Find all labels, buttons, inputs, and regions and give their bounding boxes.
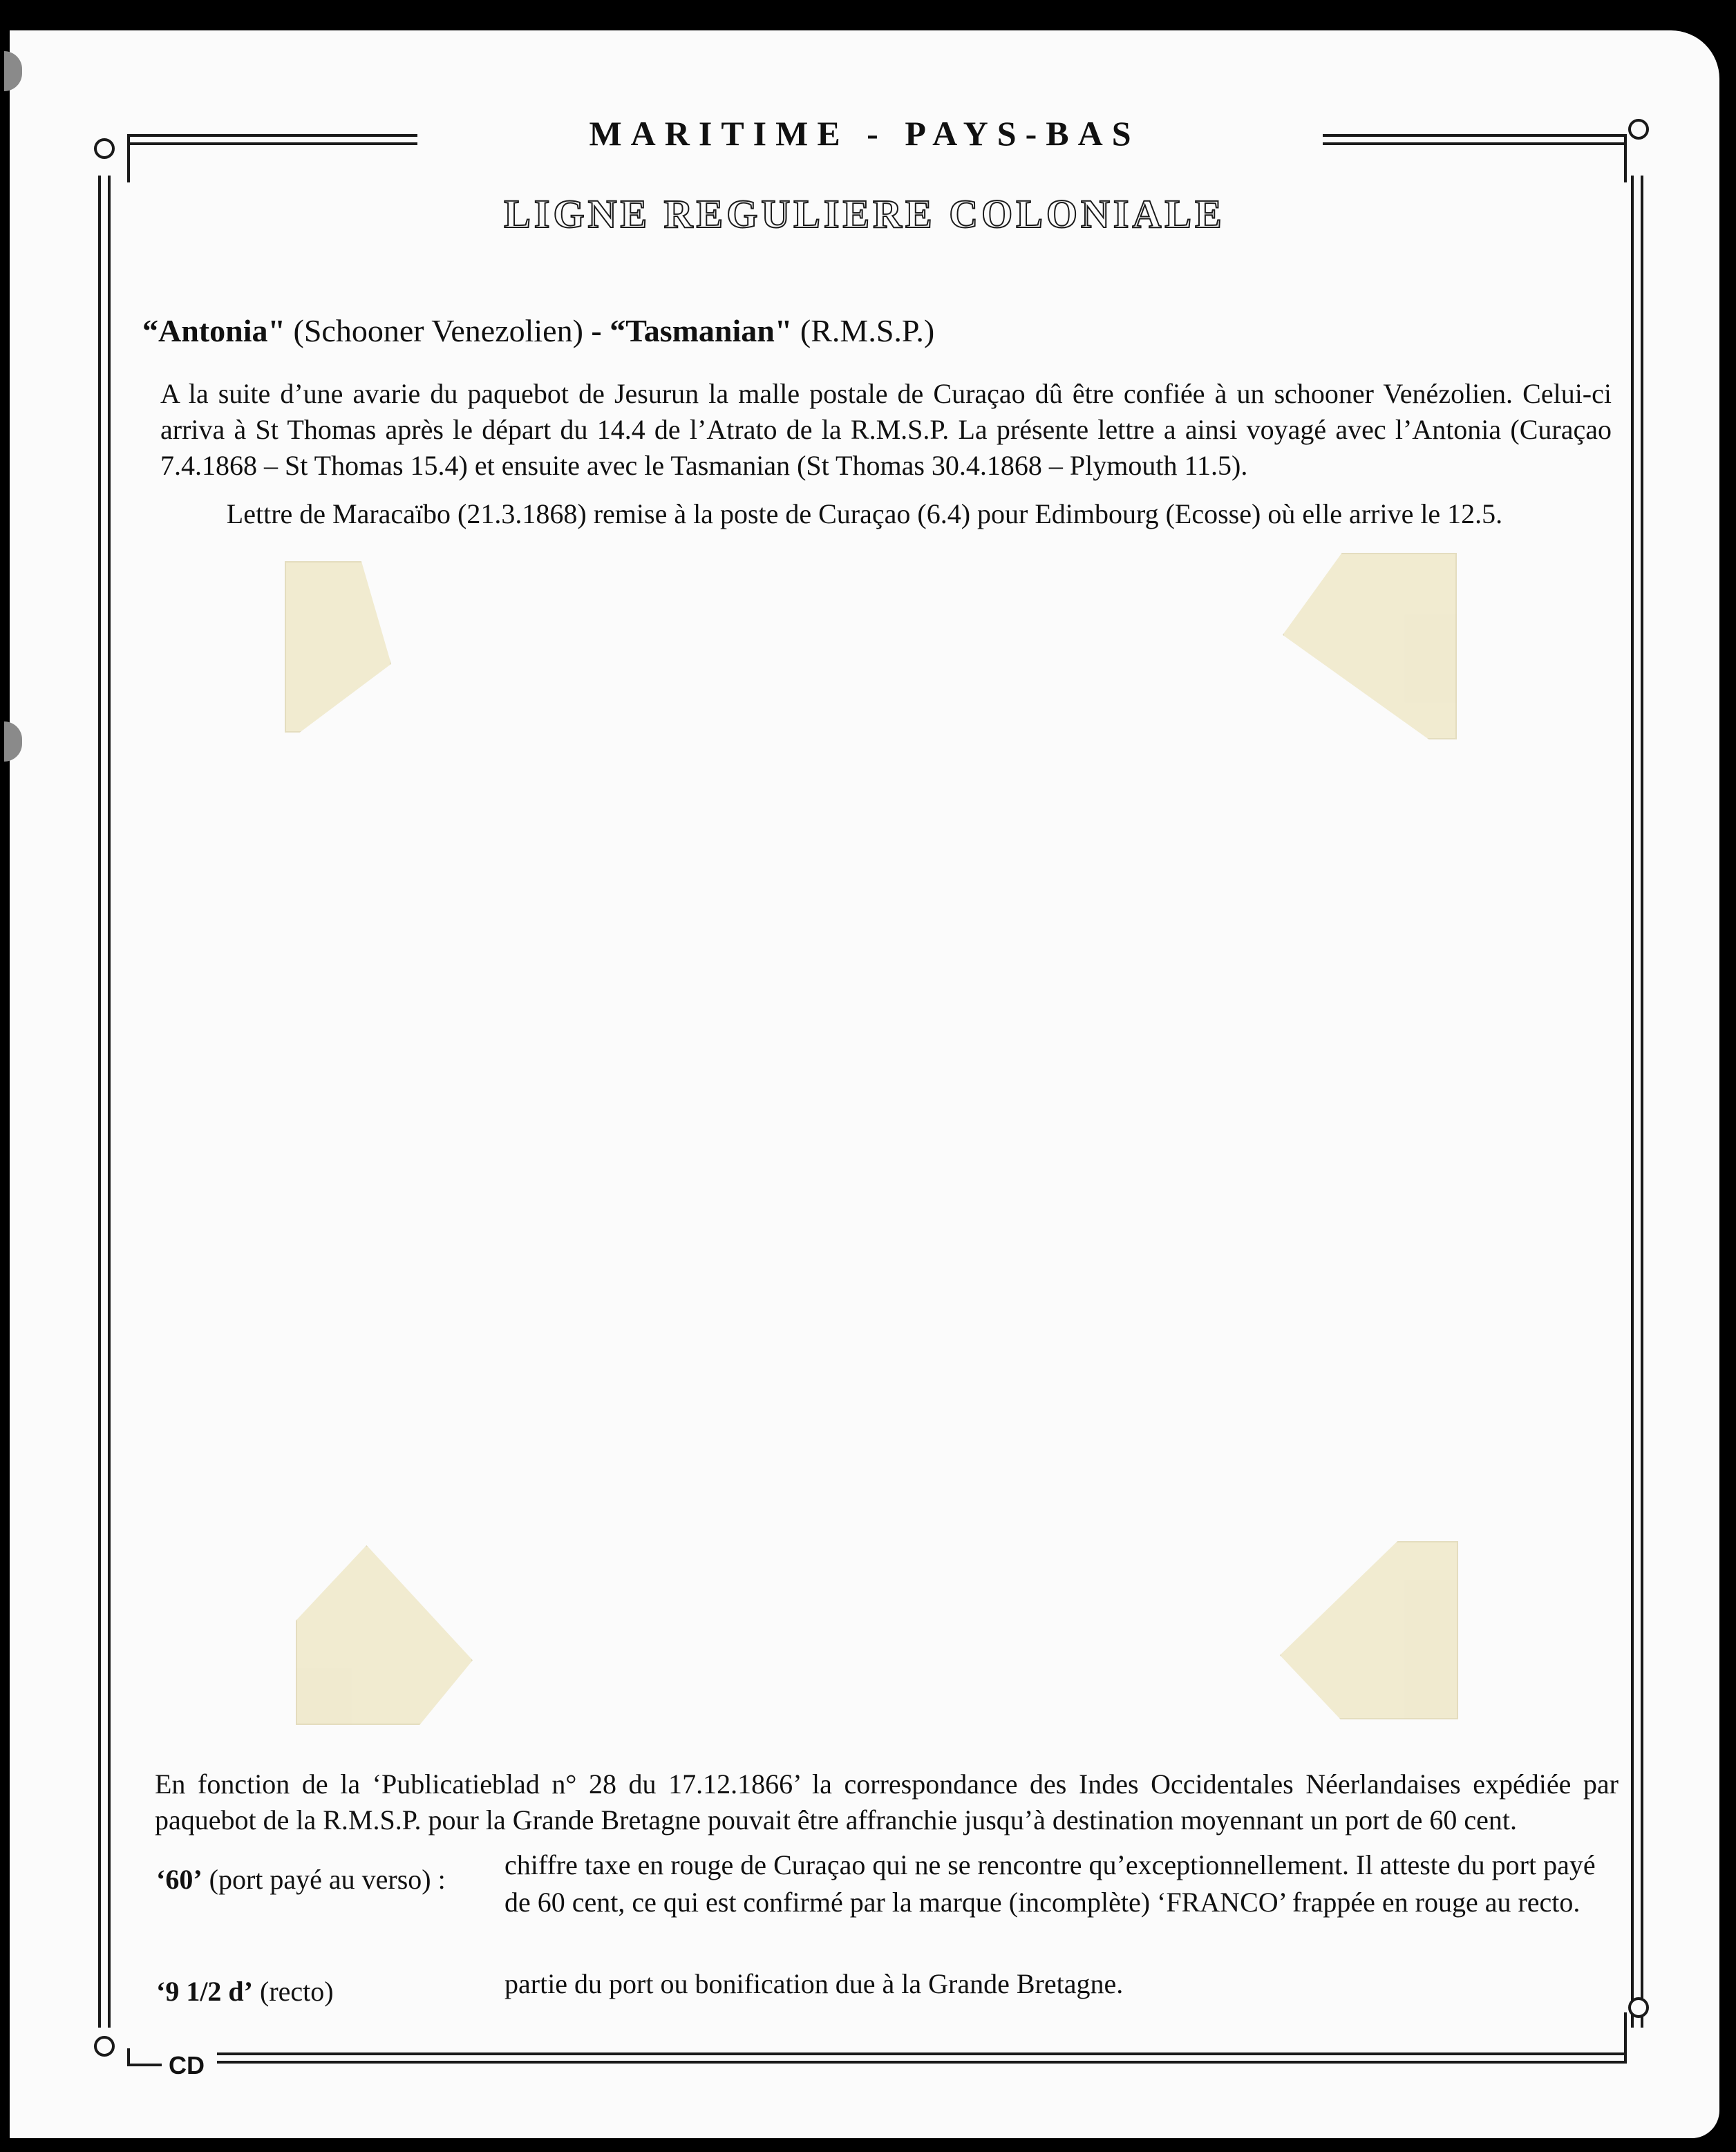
heading-dash: - <box>591 313 610 348</box>
tariff-paragraph: En fonction de la ‘Publicatieblad n° 28 du 17.12.1866’ la correspondance des Indes Occidentales Néerlandaises expédiée par paquebot de la R.M.S.P. pour la Grande Bretagne pouvait être affranchie jusqu’à destination moyennant un port de 60 cent. <box>155 1768 1619 1835</box>
definition-text-60: chiffre taxe en rouge de Curaçao qui ne se rencontre qu’exceptionnellement. Il atteste du port payé de 60 cent, ce qui est confirmé par la marque (incomplète) ‘FRANCO’ frappée en rouge au recto. <box>504 1849 1596 1918</box>
corner-curl-bottom-left <box>94 2036 115 2057</box>
mount-corner-bottom-right <box>1280 1541 1458 1719</box>
publisher-mark: CD <box>169 2051 205 2079</box>
mount-corner-top-left <box>285 561 391 733</box>
letter-description: Lettre de Maracaïbo (21.3.1868) remise à la poste de Curaçao (6.4) pour Edimbourg (Ecosse) où elle arrive le 12.5. <box>226 498 1503 529</box>
album-page <box>10 30 1719 2138</box>
punch-hole-middle <box>4 721 22 762</box>
definition-term-9-1-2-d: ‘9 1/2 d’ (recto) <box>156 1976 334 2007</box>
definition-text-9-1-2-d: partie du port ou bonification due à la Grande Bretagne. <box>504 1968 1124 1999</box>
history-paragraph: A la suite d’une avarie du paquebot de Jesurun la malle postale de Curaçao dû être confiée à un schooner Venézolien. Celui-ci arriva à St Thomas après le départ du 14.4 de l’Atrato de la R.M.S.P. La présente lettre a ainsi voyagé avec l’Antonia (Curaçao 7.4.1868 – St Thomas 15.4) et ensuite avec le Tasmanian (St Thomas 30.4.1868 – Plymouth 11.5). <box>160 378 1612 481</box>
section-heading <box>142 312 934 349</box>
mount-corner-top-right <box>1283 553 1457 739</box>
mount-corner-bottom-left <box>296 1545 473 1725</box>
definition-term-60: ‘60’ (port payé au verso) : <box>156 1864 446 1895</box>
page-subtitle: LIGNE REGULIERE COLONIALE <box>504 191 1225 236</box>
ship-desc-tasmanian: (R.M.S.P.) <box>792 313 935 348</box>
ship-name-tasmanian: “Tasmanian" <box>610 313 793 348</box>
corner-curl-bottom-right <box>1628 1997 1649 2018</box>
page-title: MARITIME - PAYS-BAS <box>589 114 1140 153</box>
ship-desc-antonia: (Schooner Venezolien) <box>285 313 592 348</box>
punch-hole-top <box>4 51 22 91</box>
ship-name-antonia: “Antonia" <box>142 313 286 348</box>
